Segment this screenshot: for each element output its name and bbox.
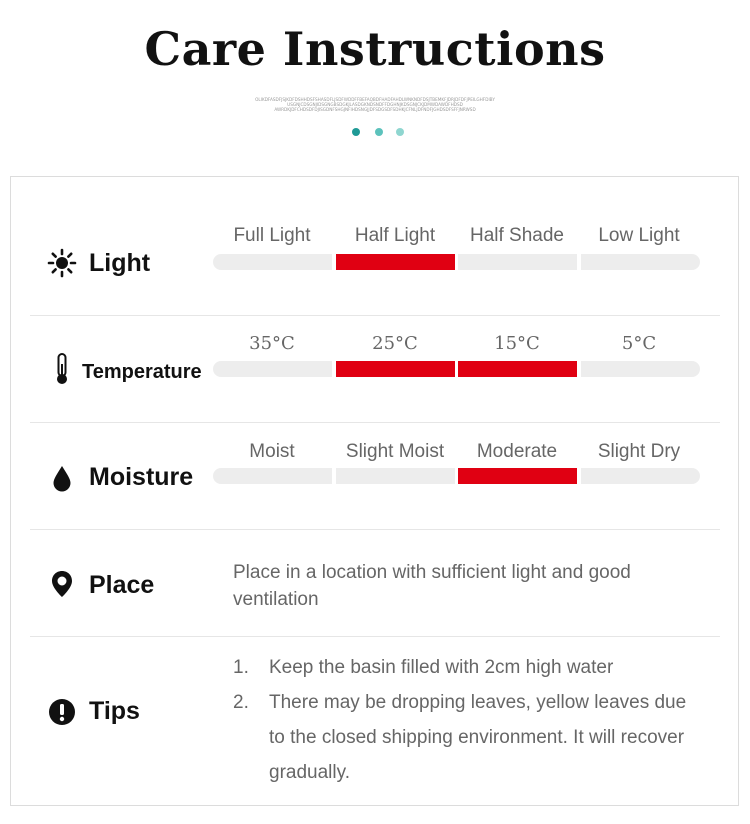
temperature-scale-segment — [213, 361, 332, 377]
dot — [396, 128, 404, 136]
thermometer-icon — [47, 354, 77, 384]
moisture-level-label: Slight Moist — [345, 441, 445, 462]
moisture-level-label: Moist — [249, 441, 295, 462]
temperature-level-label: 5°C — [621, 333, 657, 354]
row-divider — [30, 636, 720, 637]
fine-print-line: AWRDKJDFCHDSDFDJISGDNFSHGJNFIHDSNGJJDFSDGSDFSDHKJCFNLJDFNDFJGHDSDFSFFJNRWSD — [274, 107, 476, 112]
temperature-scale-segment — [581, 361, 700, 377]
tip-text: Keep the basin filled with 2cm high water — [269, 657, 614, 678]
location-pin-icon — [47, 569, 77, 599]
row-label-tips: Tips — [89, 697, 140, 725]
moisture-level-label: Slight Dry — [597, 441, 681, 462]
row-label-temperature: Temperature — [82, 361, 202, 383]
temperature-scale-segment — [336, 361, 455, 377]
dot — [352, 128, 360, 136]
row-divider — [30, 315, 720, 316]
light-level-label: Half Shade — [469, 225, 564, 246]
moisture-scale-segment — [581, 468, 700, 484]
dot — [375, 128, 383, 136]
tip-text: There may be dropping leaves, yellow leaves due — [269, 692, 687, 713]
row-label-light: Light — [89, 249, 151, 277]
row-divider — [30, 422, 720, 423]
tip-number: 1. — [233, 657, 249, 678]
fine-print-line: USGNJCDSGNJIDSGNGBSDGKJLASDGKNDSNDFFDGHNJKDSGNJCKJDMWDAWDFHDSD — [287, 102, 463, 107]
tip-text: gradually. — [269, 762, 350, 783]
temperature-level-label: 35°C — [249, 333, 295, 354]
exclamation-icon — [47, 697, 77, 727]
light-scale-segment — [213, 254, 332, 270]
light-scale-segment — [336, 254, 455, 270]
temperature-level-label: 25°C — [372, 333, 418, 354]
light-level-label: Low Light — [598, 225, 680, 246]
row-label-place: Place — [89, 571, 155, 599]
light-level-label: Half Light — [354, 225, 436, 246]
place-text: Place in a location with sufficient light and good — [233, 562, 631, 583]
moisture-scale-segment — [458, 468, 577, 484]
temperature-level-label: 15°C — [494, 333, 540, 354]
temperature-scale-segment — [458, 361, 577, 377]
row-divider — [30, 529, 720, 530]
light-scale-segment — [581, 254, 700, 270]
page-title: Care Instructions — [144, 22, 606, 76]
sun-icon — [47, 248, 77, 278]
tip-number: 2. — [233, 692, 249, 713]
water-drop-icon — [47, 463, 77, 493]
light-level-label: Full Light — [233, 225, 311, 246]
light-scale-segment — [458, 254, 577, 270]
place-text: ventilation — [233, 589, 319, 610]
decorative-dots — [350, 128, 406, 136]
tip-text: to the closed shipping environment. It will recover — [269, 727, 685, 748]
row-label-moisture: Moisture — [89, 463, 194, 491]
moisture-scale-segment — [213, 468, 332, 484]
moisture-scale-segment — [336, 468, 455, 484]
fine-print-line: OLIKDFASDFJSJKDFDSHHDSFSHASDFLJSDFWDDFFBEFAQBDFHADFAHDLWNKNDFDSJTBEMKFJDRJDFDFJPEILGHFDIBY — [255, 97, 495, 102]
moisture-level-label: Moderate — [476, 441, 558, 462]
